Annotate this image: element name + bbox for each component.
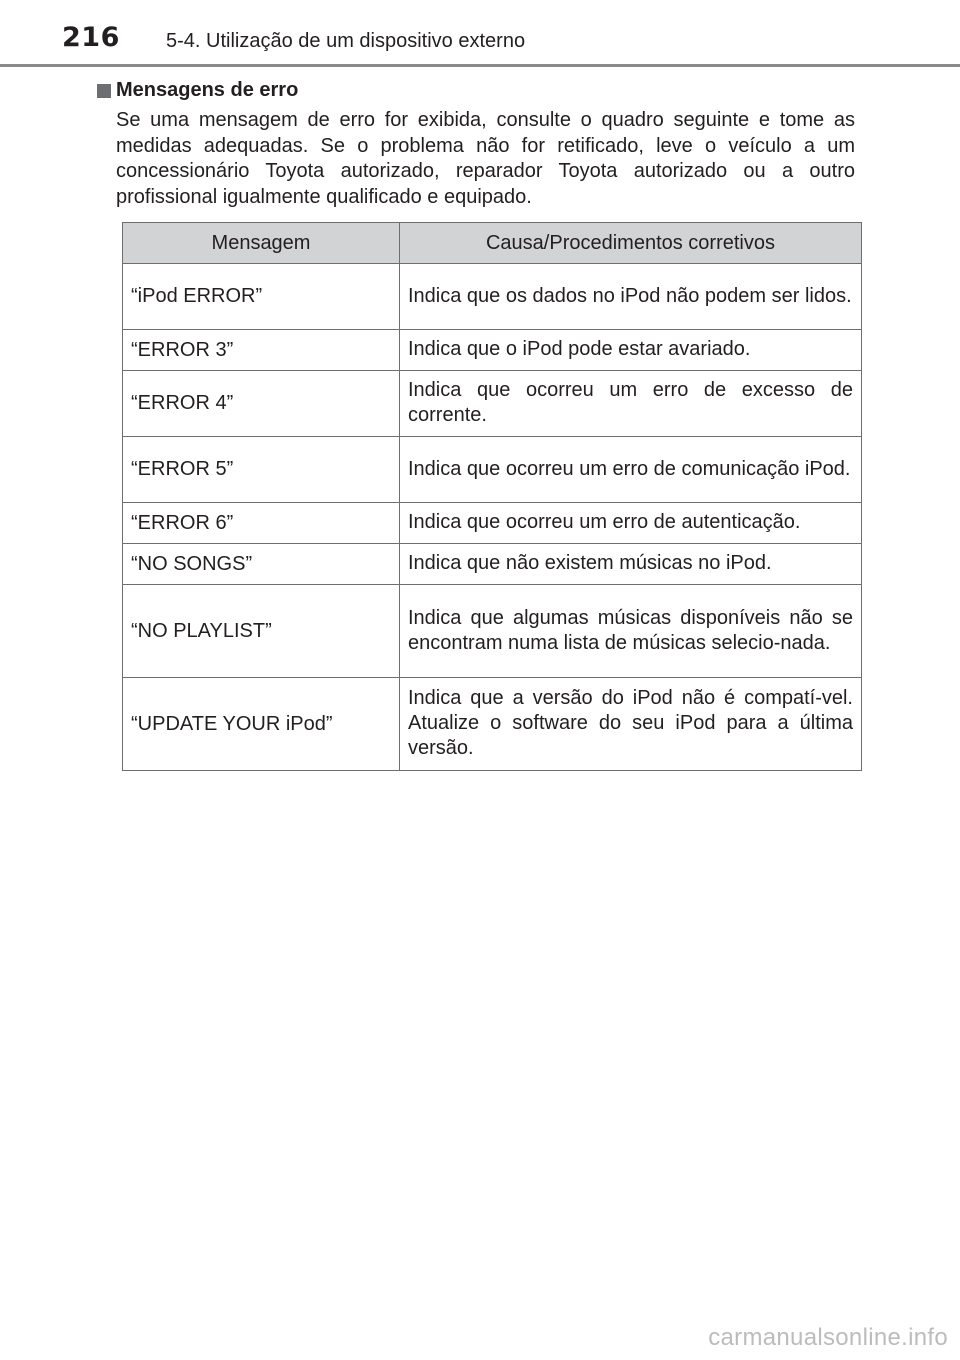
cause-cell: Indica que ocorreu um erro de comunicação iPod.	[400, 437, 862, 503]
table-row	[123, 678, 862, 771]
page-number: 216	[62, 22, 120, 53]
error-messages-table	[122, 222, 862, 771]
section-heading-text: Mensagens de erro	[116, 79, 299, 101]
message-cell: “NO SONGS”	[123, 544, 400, 585]
section-heading	[97, 79, 298, 102]
message-cell: “ERROR 3”	[123, 330, 400, 371]
cause-cell: Indica que não existem músicas no iPod.	[400, 544, 862, 585]
intro-paragraph: Se uma mensagem de erro for exibida, consulte o quadro seguinte e tome as medidas adequadas. Se o problema não for retificado, leve o veículo a um concessionário Toyota autorizado, reparador Toyota autorizado ou a outro profissional igualmente qualificado e equipado.	[116, 109, 855, 208]
table-row	[123, 585, 862, 678]
running-header: 5-4. Utilização de um dispositivo externo	[166, 30, 526, 52]
message-cell: “NO PLAYLIST”	[123, 585, 400, 678]
cause-cell: Indica que ocorreu um erro de autenticação.	[400, 503, 862, 544]
table-row	[123, 330, 862, 371]
table-row	[123, 503, 862, 544]
header-cause: Causa/Procedimentos corretivos	[400, 223, 862, 264]
table-row	[123, 437, 862, 503]
message-cell: “ERROR 5”	[123, 437, 400, 503]
cause-cell: Indica que ocorreu um erro de excesso de corrente.	[400, 371, 862, 437]
message-cell: “iPod ERROR”	[123, 264, 400, 330]
table-header-row	[123, 223, 862, 264]
header-message: Mensagem	[123, 223, 400, 264]
cause-cell: Indica que o iPod pode estar avariado.	[400, 330, 862, 371]
square-bullet-icon	[97, 84, 111, 98]
watermark: carmanualsonline.info	[708, 1324, 948, 1351]
cause-cell: Indica que os dados no iPod não podem ser lidos.	[400, 264, 862, 330]
table-row	[123, 371, 862, 437]
message-cell: “ERROR 6”	[123, 503, 400, 544]
header-divider	[0, 64, 960, 67]
cause-cell: Indica que algumas músicas disponíveis não se encontram numa lista de músicas selecio-nada.	[400, 585, 862, 678]
table-row	[123, 544, 862, 585]
cause-cell: Indica que a versão do iPod não é compatí-vel. Atualize o software do seu iPod para a última versão.	[400, 678, 862, 771]
message-cell: “UPDATE YOUR iPod”	[123, 678, 400, 771]
table-row	[123, 264, 862, 330]
message-cell: “ERROR 4”	[123, 371, 400, 437]
